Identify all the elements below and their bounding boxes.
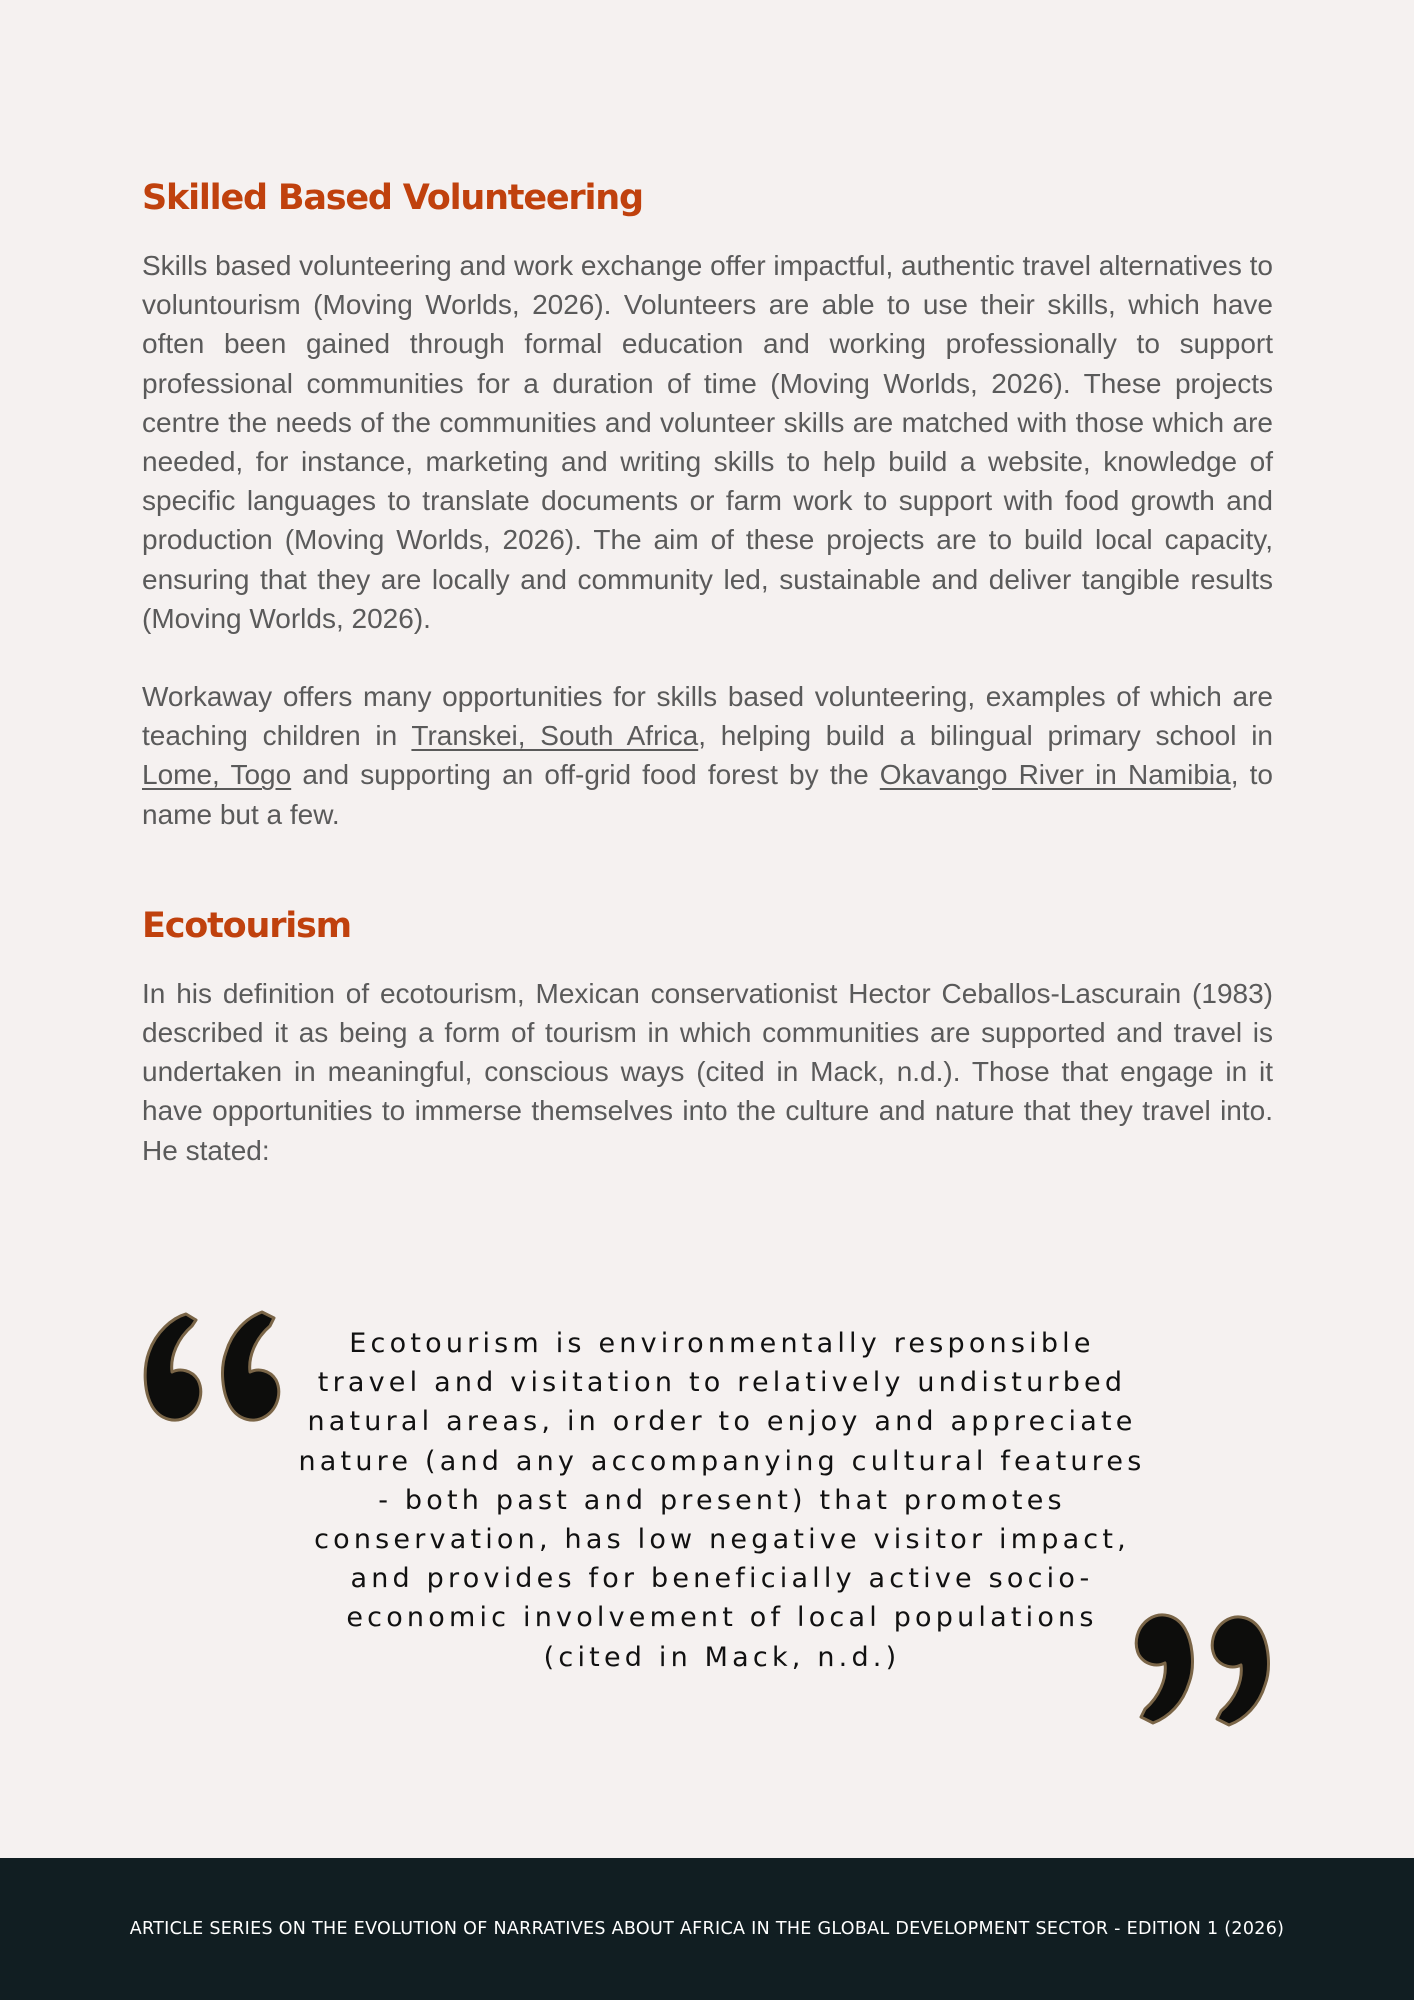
paragraph-text: and supporting an off-grid food forest by the bbox=[291, 759, 880, 791]
link-transkei-south-africa[interactable]: Transkei, South Africa bbox=[411, 720, 699, 752]
footer-text: ARTICLE SERIES ON THE EVOLUTION OF NARRATIVES ABOUT AFRICA IN THE GLOBAL DEVELOPMENT SECTOR - EDITION 1 (2026) bbox=[129, 1919, 1285, 1939]
skilled-volunteering-paragraph-1: Skills based volunteering and work exchange offer impactful, authentic travel alternatives to voluntourism (Moving Worlds, 2026). Volunteers are able to use their skills, which have often been gained through formal education and working professionally to support professional communities for a duration of time (Moving Worlds, 2026). These projects centre the needs of the communities and volunteer skills are matched with those which are needed, for instance, marketing and writing skills to help build a website, knowledge of specific languages to translate documents or farm work to support with food growth and production (Moving Worlds, 2026). The aim of these projects are to build local capacity, ensuring that they are locally and community led, sustainable and deliver tangible results (Moving Worlds, 2026). bbox=[142, 250, 1274, 634]
link-lome-togo[interactable]: Lome, Togo bbox=[142, 759, 292, 791]
open-quote-icon bbox=[142, 1310, 302, 1425]
paragraph-text: Workaway offers many opportunities for skills based volunteering, examples of which are teaching children in bbox=[142, 681, 1273, 752]
quote-text: Ecotourism is environmentally responsible travel and visitation to relatively undisturbed natural areas, in order to enjoy and appreciate nature (and any accompanying cultural features - both past and present) that promotes conservation, has low negative visitor impact, and provides for beneficially active socio-economic involvement of local populations (cited in Mack, n.d.) bbox=[298, 1328, 1146, 1673]
paragraph-text: , helping build a bilingual primary school in bbox=[698, 720, 1273, 752]
section-heading-skilled-volunteering: Skilled Based Volunteering bbox=[142, 178, 643, 218]
section-heading-ecotourism: Ecotourism bbox=[142, 905, 351, 946]
article-content bbox=[142, 172, 1273, 1170]
paragraph-text: , to name but a few. bbox=[142, 759, 1273, 830]
close-quote-icon bbox=[1113, 1612, 1273, 1727]
skilled-volunteering-paragraph-2 bbox=[142, 677, 1273, 834]
ecotourism-paragraph: In his definition of ecotourism, Mexican conservationist Hector Ceballos-Lascurain (1983) described it as being a form of tourism in which communities are supported and travel is undertaken in meaningful, conscious ways (cited in Mack, n.d.). Those that engage in it have opportunities to immerse themselves into the culture and nature that they travel into. He stated: bbox=[142, 977, 1273, 1166]
footer bbox=[0, 1858, 1414, 2000]
link-okavango-river-namibia[interactable]: Okavango River in Namibia bbox=[879, 759, 1231, 791]
pull-quote bbox=[142, 1310, 1273, 1730]
